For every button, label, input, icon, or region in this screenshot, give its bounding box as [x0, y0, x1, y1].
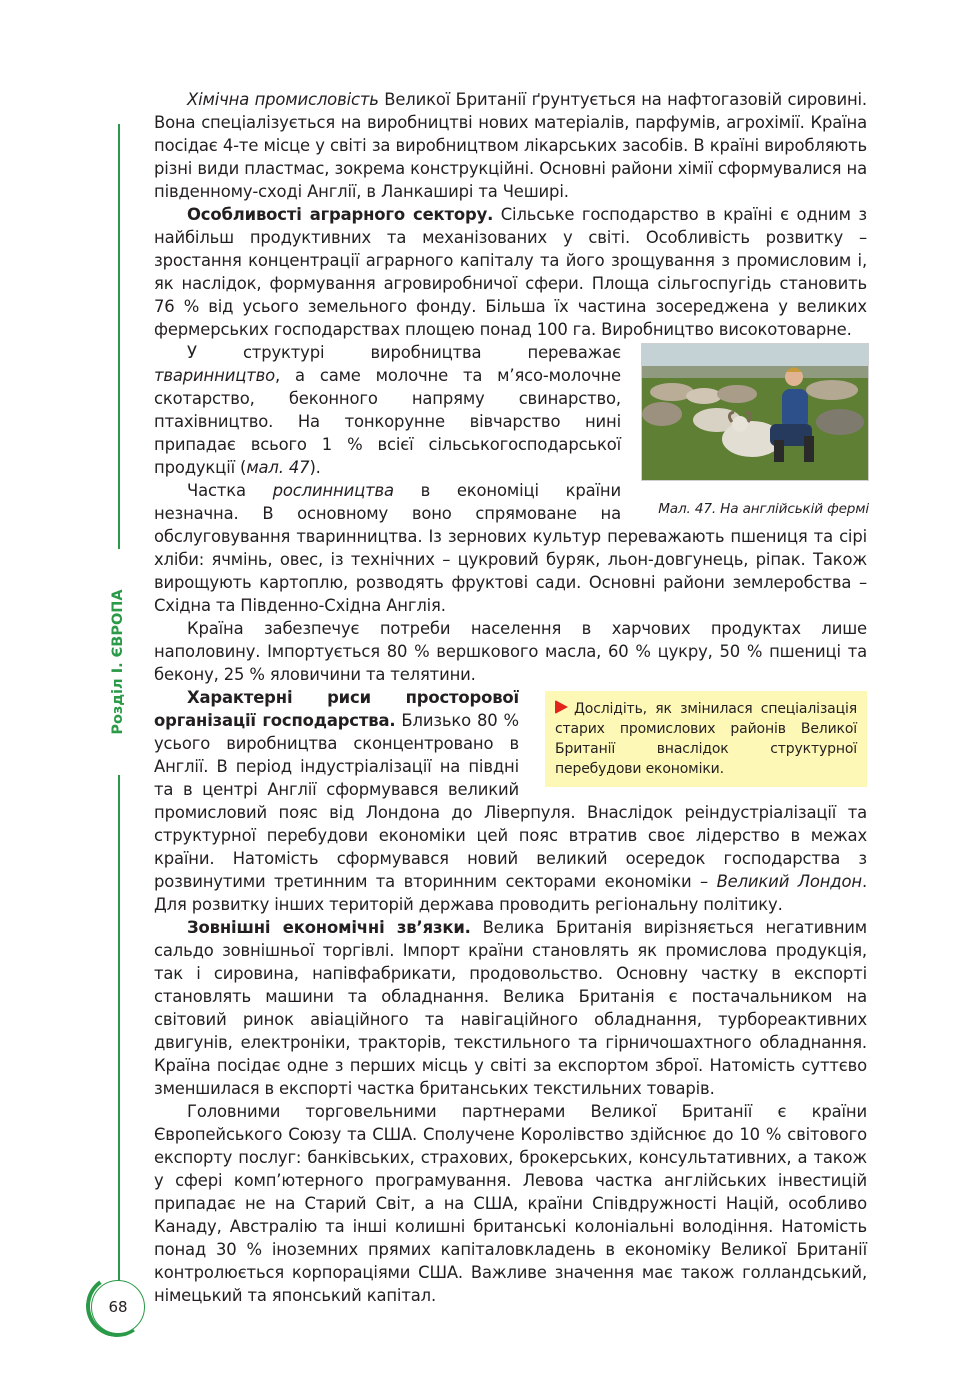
main-text	[154, 88, 867, 1307]
paragraph-text: Сільське господарство в країні є одним з найбільш продуктивних та механізованих у світі. Особливість розвитку – зростання концентрації аграрного капіталу та його зрощування з промисловим і, як наслідок, формування агровиробничої сфери. Площа сільгоспугідь становить 76 % від усього земельного фонду. Більша їх частина зосереджена у великих фермерських господарствах площею понад 100 га. Виробництво високотоварне.	[154, 205, 867, 339]
paragraph-chemical-industry	[154, 88, 867, 203]
term-crop-farming: рослинництва	[272, 481, 394, 500]
paragraph-external-relations	[154, 916, 867, 1100]
farm-photo-illustration	[642, 344, 868, 480]
heading-agrarian-sector: Особливості аграрного сектору.	[187, 205, 494, 224]
heading-external-relations: Зовнішні економічні зв’язки.	[187, 918, 471, 937]
task-note-text: Дослідіть, як змінилася спеціалізація старих промислових районів Великої Британії внаслідок структурної перебудови економіки.	[555, 701, 857, 777]
term-livestock: тваринництво	[154, 366, 275, 385]
paragraph-text: У структурі виробництва переважає	[187, 343, 621, 362]
paragraph-text: Частка	[187, 481, 273, 500]
paragraph-text: в економіці країни незначна. В основному воно спрямоване на обслуговування тваринництва. Із зернових культур переважають пшениця та сірі хліби: ячмінь, овес, із технічних – цукровий буряк, льон-довгунець, ріпак. Також вирощують картоплю, розводять фруктові сади. Основні райони землеробства – Східна та Південно-Східна Англія.	[154, 481, 867, 615]
paragraph-agrarian-sector	[154, 203, 867, 341]
paragraph-text: ).	[309, 458, 321, 477]
figure-caption: Мал. 47. На англійській фермі	[658, 501, 869, 517]
paragraph-text: Велика Британія вирізняється негативним сальдо зовнішньої торгівлі. Імпорт країни становлять як промислова продукція, так і сировина, напівфабрикати, продовольство. Основну частку в експорті становлять машини та обладнання. Велика Британія є постачальником на світовий ринок авіаційного та навігаційного обладнання, турбореактивних двигунів, електроніки, тракторів, текстильного та гірничошахтного обладнання. Країна посідає одне з перших місць у світі за експортом зброї. Натомість суттєво зменшилася в експорті частка британських текстильних товарів.	[154, 918, 868, 1098]
sidebar-line-top	[118, 124, 120, 549]
paragraph-text: Великої Британії ґрунтується на нафтогазовій сировині. Вона спеціалізується на виробництві нових матеріалів, парфумів, агрохімії. Країна посідає 4-те місце у світі за виробництвом лікарських засобів. В країні виробляють різні види пластмас, зокрема конструкційні. Основні райони хімії сформувалися на південному-сході Англії, в Ланкаширі та Чеширі.	[154, 90, 867, 201]
farm-photo	[641, 343, 869, 481]
paragraph-text: Близько 80 % усього виробництва сконцентровано в Англії. В період індустріалізації на півдні та в центрі Англії сформувався великий промисловий пояс від Лондона до Ліверпуля. Внаслідок реіндустріалізації та структурної перебудови економіки цей пояс втратив своє лідерство в межах країни. Натомість сформувався новий великий осередок господарства з розвинутими третинним та вторинним секторами економіки –	[154, 711, 867, 891]
heading-spatial-organization: Характерні риси просторової організації господарства.	[154, 688, 519, 730]
sidebar-line-bottom	[118, 775, 120, 1295]
task-note	[545, 691, 867, 787]
paragraph-text: . Для розвитку інших територій держава проводить регіональну політику.	[154, 872, 867, 914]
arrow-marker-icon	[555, 700, 568, 714]
figure-47	[641, 343, 869, 518]
paragraph-food-import: Країна забезпечує потреби населення в харчових продуктах лише наполовину. Імпортується 80 % вершкового масла, 60 % цукру, 50 % пшениці та бекону, 25 % яловичини та телятини.	[154, 619, 867, 684]
paragraph-trade-partners: Головними торговельними партнерами Великої Британії є країни Європейського Союзу та США. Сполучене Королівство здійснює до 10 % світового експорту послуг: банківських, страхових, брокерських, консультативних, а також у сфері комп’ютерного програмування. Левова частка англійських інвестицій припадає не на Старий Світ, а на США, країни Співдружності Націй, особливо Канаду, Австралію та інші колишні британські колоніальні володіння. Натомість понад 30 % іноземних прямих капіталовкладень в економіку Великої Британії контролюється корпораціями США. Важливе значення має також голландський, німецький та японський капітал.	[154, 1102, 867, 1305]
figure-reference: мал. 47	[246, 458, 310, 477]
term-chemical-industry: Хімічна промисловість	[187, 90, 379, 109]
term-greater-london: Великий Лондон	[716, 872, 862, 891]
paragraph-text: , а саме молочне та м’ясо-молочне скотарство, беконного напряму свинарство, птахівництво. На тонкорунне вівчарство нині припадає всього 1 % всієї сільськогосподарської продукції (	[154, 366, 621, 477]
section-label: Розділ І. ЄВРОПА	[110, 589, 126, 735]
page-number: 68	[91, 1280, 145, 1334]
